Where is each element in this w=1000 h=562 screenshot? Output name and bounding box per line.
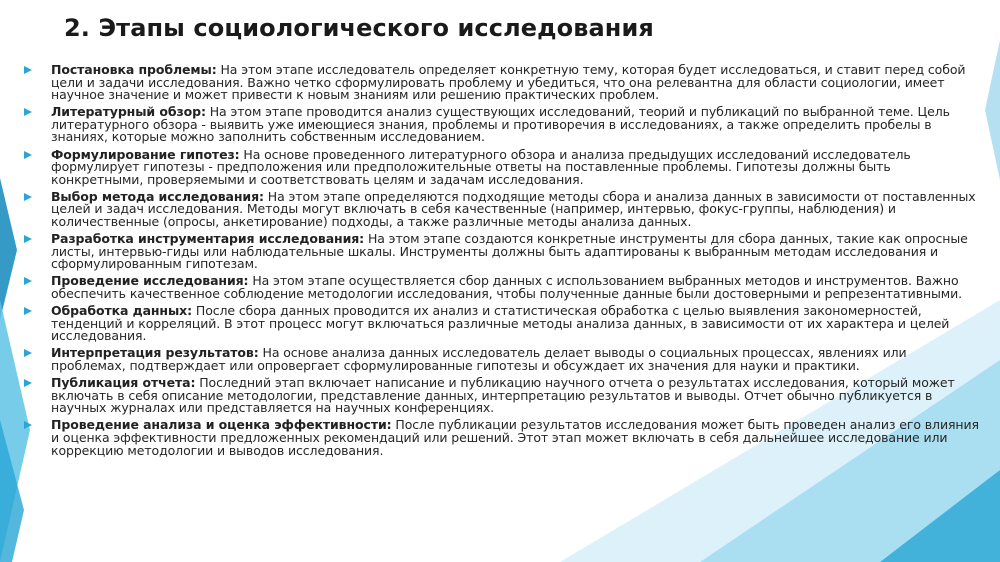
list-item-term: Публикация отчета: (51, 375, 196, 391)
left-decoration-dark-stripe (0, 178, 17, 320)
bullet-arrow-icon (24, 235, 32, 243)
list-item-term: Формулирование гипотез: (51, 146, 240, 162)
list-item-text (51, 347, 984, 372)
list-item-description: Последний этап включает написание и публикацию научного отчета о результатах исследования, который может включать в себя описание методологии, представление данных, интерпретацию результатов и выводы. Отчет обычно публикуется в научных журналах или представляется на научных конференциях. (51, 375, 955, 416)
bullet-arrow-icon (24, 108, 32, 116)
list-item-description: На этом этапе создаются конкретные инструменты для сбора данных, такие как опросные листы, интервью-гиды или наблюдательные шкалы. Инструменты должны быть адаптированы к выбранным методам исследования и сформулированным гипотезам. (51, 231, 968, 272)
list-item (24, 233, 984, 271)
list-item (24, 377, 984, 415)
list-item (24, 347, 984, 372)
list-item (24, 419, 984, 457)
list-item-text (51, 188, 984, 230)
list-item (24, 64, 984, 102)
list-item-description: После сбора данных проводится их анализ и статистическая обработка с целью выявления закономерностей, тенденций и корреляций. В этот процесс могут включаться различные методы анализа данных, в зависимости от их характера и целей исследования. (51, 303, 950, 344)
list-item-text (51, 275, 984, 300)
list-item-description: После публикации результатов исследования может быть проведен анализ его влияния и оценка эффективности предложенных рекомендаций или решений. Этот этап может включать в себя дальнейшее исследование или коррекцию методологии и выводов исследования. (51, 417, 979, 458)
bullet-arrow-icon (24, 307, 32, 315)
list-item (24, 188, 984, 230)
list-item-description: На этом этапе исследователь определяет конкретную тему, которая будет исследоваться, и ставит перед собой цели и задачи исследования. Важно четко сформулировать проблему и убедиться, что она релевантна для области социологии, имеет научное значение и может привести к новым знаниям или решению практических проблем. (51, 62, 966, 103)
bullet-arrow-icon (24, 193, 32, 201)
list-item-text (51, 233, 984, 271)
list-item-term: Проведение анализа и оценка эффективности: (51, 417, 392, 433)
list-item-term: Обработка данных: (51, 303, 193, 319)
list-item-description: На этом этапе определяются подходящие методы сбора и анализа данных в зависимости от поставленных целей и задач исследования. Методы могут включать в себя качественные (например, интервью, фокус-группы, наблюдения) и количественные (опросы, анкетирование) подходы, а также различные методы анализа данных. (51, 188, 976, 230)
list-item-text (51, 419, 984, 457)
list-item (24, 146, 984, 187)
list-item-description: На этом этапе проводится анализ существующих исследований, теорий и публикаций по выбранной теме. Цель литературного обзора - выявить уже имеющиеся знания, проблемы и противоречия в исследованиях, а также определить пробелы в знаниях, которые можно заполнить собственным исследованием. (51, 104, 950, 145)
list-item-term: Разработка инструментария исследования: (51, 231, 365, 247)
list-item (24, 305, 984, 343)
list-item (24, 106, 984, 144)
list-item-text (51, 377, 984, 415)
list-item-text (51, 305, 984, 343)
bullet-arrow-icon (24, 349, 32, 357)
bullet-arrow-icon (24, 66, 32, 74)
stages-list (24, 64, 984, 462)
list-item-description: На основе анализа данных исследователь делает выводы о социальных процессах, явлениях или проблемах, подтверждает или опровергает сформулированные гипотезы и обсуждает их значения для науки и практики. (51, 345, 907, 373)
list-item-term: Литературный обзор: (51, 104, 206, 120)
bullet-arrow-icon (24, 379, 32, 387)
top-right-decoration (985, 40, 1000, 180)
list-item-text (51, 146, 984, 187)
slide-title: 2. Этапы социологического исследования (64, 14, 654, 42)
list-item-term: Проведение исследования: (51, 273, 249, 289)
list-item-text (51, 64, 984, 102)
bullet-arrow-icon (24, 151, 32, 159)
bullet-arrow-icon (24, 277, 32, 285)
list-item-text (51, 106, 984, 144)
bullet-arrow-icon (24, 421, 32, 429)
list-item (24, 275, 984, 300)
list-item-description: На основе проведенного литературного обзора и анализа предыдущих исследований исследователь формулирует гипотезы - предположения или предположительные ответы на поставленные проблемы. Гипотезы должны быть конкретными, проверяемыми и соответствовать целям и задачам исследования. (51, 146, 911, 187)
list-item-term: Интерпретация результатов: (51, 345, 259, 361)
list-item-description: На этом этапе осуществляется сбор данных с использованием выбранных методов и инструментов. Важно обеспечить качественное соблюдение методологии исследования, чтобы полученные данные были достоверными и репрезентативными. (51, 273, 963, 301)
list-item-term: Постановка проблемы: (51, 62, 217, 77)
list-item-term: Выбор метода исследования: (51, 188, 264, 204)
